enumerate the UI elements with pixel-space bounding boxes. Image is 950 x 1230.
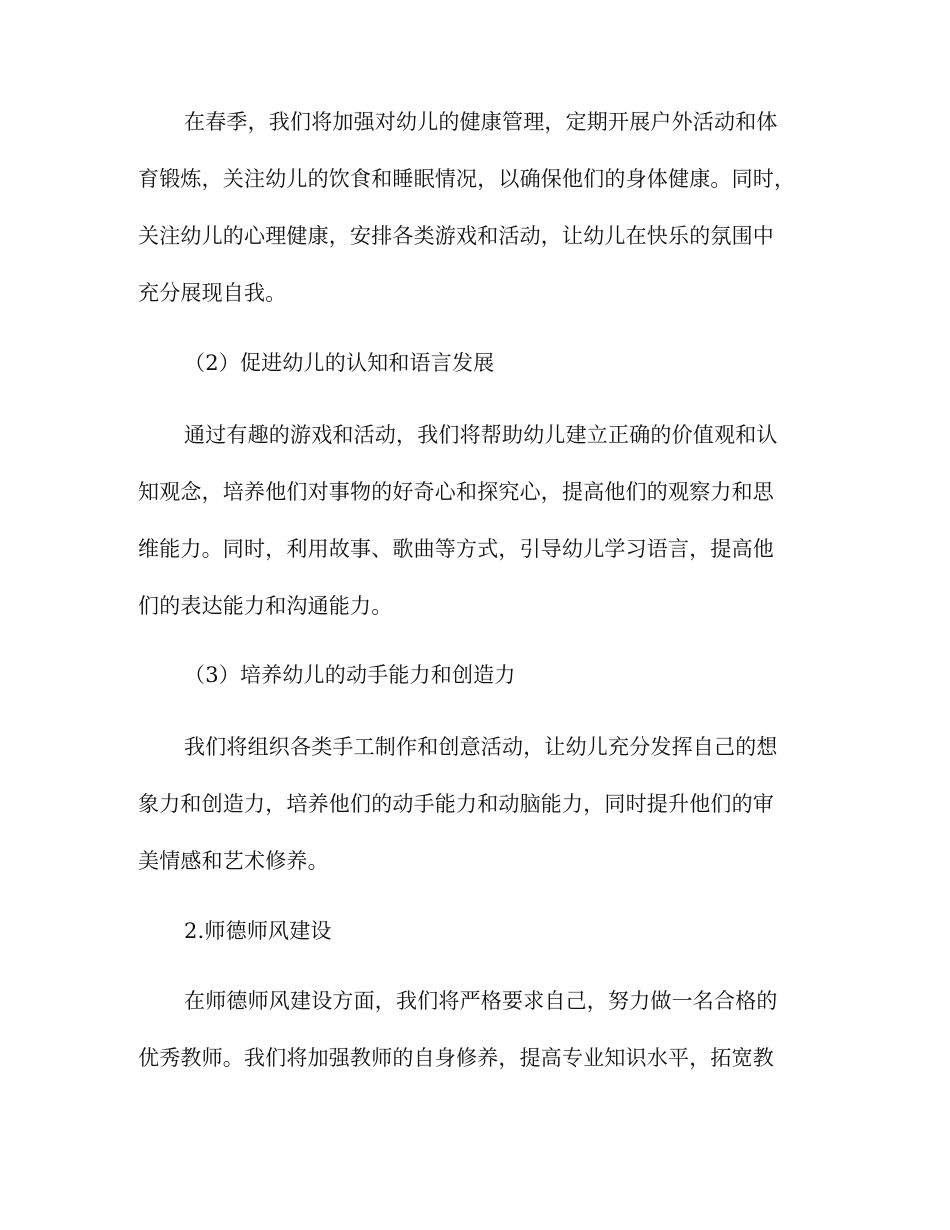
paragraph-line: 优秀教师。我们将加强教师的自身修养，提高专业知识水平，拓宽教: [138, 1046, 774, 1070]
paragraph-line: 美情感和艺术修养。: [138, 849, 329, 873]
paragraph-line: 象力和创造力，培养他们的动手能力和动脑能力，同时提升他们的审: [138, 792, 774, 816]
paragraph-line: 充分展现自我。: [138, 281, 287, 305]
section-heading: （2）促进幼儿的认知和语言发展: [184, 351, 495, 375]
paragraph-line: 在春季，我们将加强对幼儿的健康管理，定期开展户外活动和体: [184, 110, 778, 134]
paragraph-line: 们的表达能力和沟通能力。: [138, 594, 393, 618]
paragraph-line: 我们将组织各类手工制作和创意活动，让幼儿充分发挥自己的想: [184, 735, 778, 759]
paragraph-line: 在师德师风建设方面，我们将严格要求自己，努力做一名合格的: [184, 989, 778, 1013]
paragraph-line: 关注幼儿的心理健康，安排各类游戏和活动，让幼儿在快乐的氛围中: [138, 224, 774, 248]
paragraph-line: 育锻炼，关注幼儿的饮食和睡眠情况，以确保他们的身体健康。同时，: [138, 167, 796, 191]
paragraph-line: 知观念，培养他们对事物的好奇心和探究心，提高他们的观察力和思: [138, 480, 774, 504]
paragraph-line: 维能力。同时，利用故事、歌曲等方式，引导幼儿学习语言，提高他: [138, 537, 774, 561]
section-heading: 2.师德师风建设: [184, 919, 332, 943]
section-heading: （3）培养幼儿的动手能力和创造力: [184, 663, 516, 687]
paragraph-line: 通过有趣的游戏和活动，我们将帮助幼儿建立正确的价值观和认: [184, 423, 778, 447]
